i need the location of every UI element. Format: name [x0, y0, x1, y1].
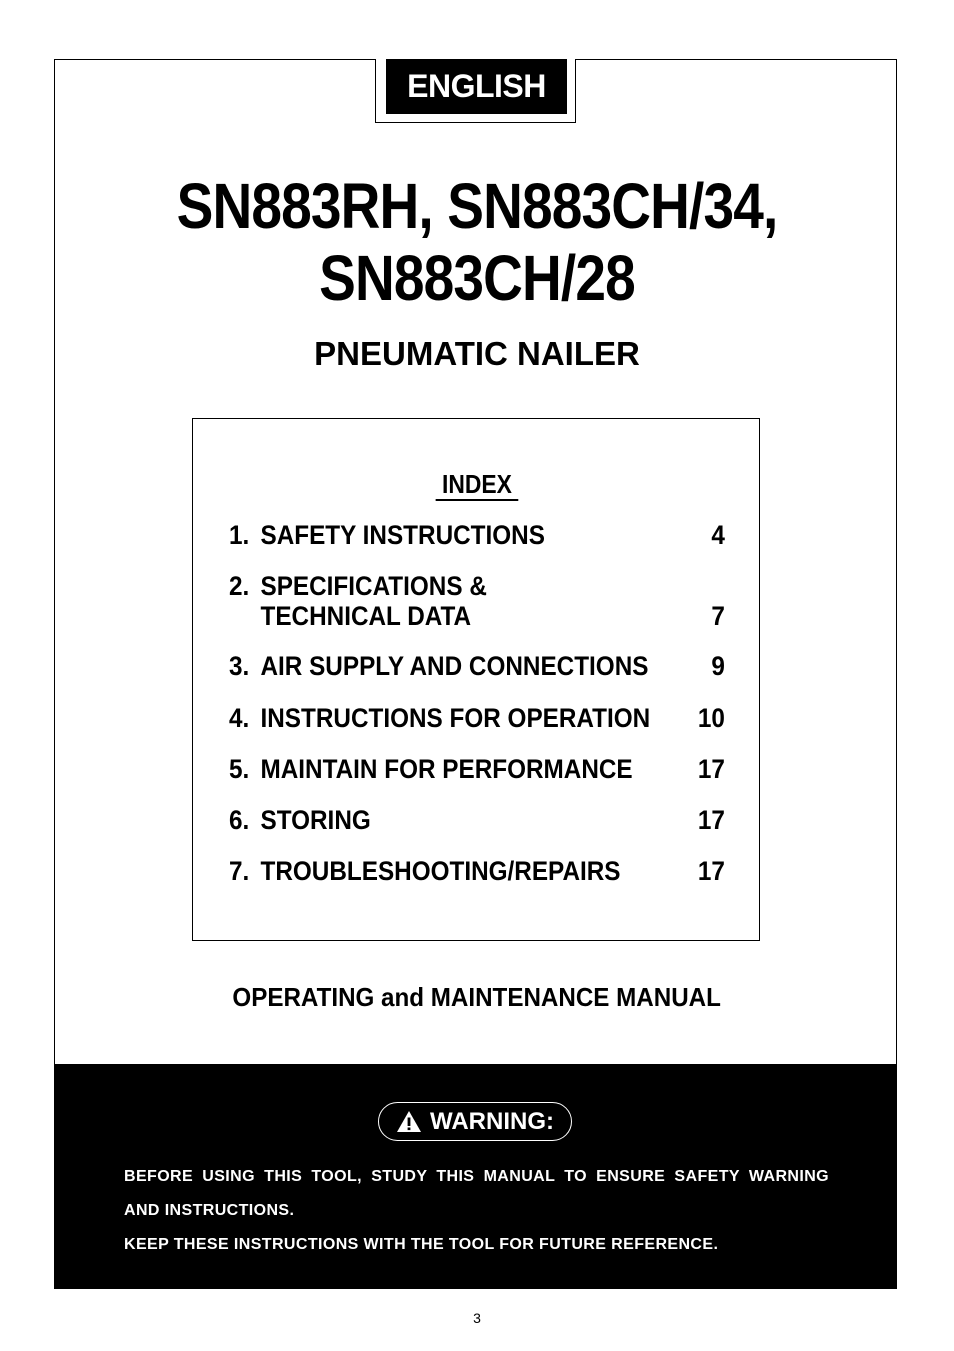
toc-item-storing: [229, 805, 725, 835]
toc-label: SPECIFICATIONS & TECHNICAL DATA: [260, 571, 487, 631]
toc-number: 7.: [229, 856, 250, 886]
warning-line-2: AND INSTRUCTIONS.: [124, 1202, 295, 1219]
language-badge: ENGLISH: [386, 59, 567, 114]
warning-triangle-icon: [396, 1110, 422, 1133]
warning-panel: [54, 1064, 897, 1289]
page-number: 3: [473, 1310, 481, 1326]
toc-page: 17: [697, 856, 725, 886]
toc-label: INSTRUCTIONS FOR OPERATION: [260, 703, 651, 733]
toc-item-air-supply: [229, 651, 725, 681]
toc-page: 7: [711, 601, 725, 631]
toc-number: 6.: [229, 805, 250, 835]
toc-page: 9: [711, 651, 725, 681]
model-title-line-1: SN883RH, SN883CH/34,: [176, 170, 778, 242]
toc-page: 17: [697, 805, 725, 835]
toc-item-specifications: [229, 571, 725, 631]
toc-number: 5.: [229, 754, 250, 784]
warning-line-1: BEFORE USING THIS TOOL, STUDY THIS MANUAL TO ENSURE SAFETY WARNING: [124, 1168, 829, 1185]
toc-label: STORING: [260, 805, 371, 835]
model-title: [67, 170, 887, 314]
index-heading: [0, 468, 954, 500]
index-heading-text: INDEX: [435, 469, 519, 499]
toc-item-operation: [229, 703, 725, 733]
toc-number: 3.: [229, 651, 250, 681]
language-tab: [375, 59, 576, 123]
toc-number: 1.: [229, 520, 250, 550]
toc-item-maintain: [229, 754, 725, 784]
warning-text: [124, 1160, 829, 1262]
toc-number: 4.: [229, 703, 250, 733]
toc-page: 17: [697, 754, 725, 784]
toc-label: AIR SUPPLY AND CONNECTIONS: [260, 651, 649, 681]
toc-item-troubleshooting: [229, 856, 725, 886]
manual-title-text: OPERATING and MAINTENANCE MANUAL: [232, 982, 722, 1012]
toc-number: 2.: [229, 571, 250, 601]
warning-line-3: KEEP THESE INSTRUCTIONS WITH THE TOOL FOR FUTURE REFERENCE.: [124, 1236, 719, 1253]
toc-page: 10: [697, 703, 725, 733]
toc-label: TROUBLESHOOTING/REPAIRS: [260, 856, 621, 886]
model-title-line-2: SN883CH/28: [319, 242, 635, 314]
toc-item-safety: [229, 520, 725, 550]
toc-page: 4: [711, 520, 725, 550]
warning-label: WARNING:: [430, 1107, 554, 1135]
toc-label: MAINTAIN FOR PERFORMANCE: [260, 754, 633, 784]
toc-label: SAFETY INSTRUCTIONS: [260, 520, 545, 550]
manual-title: [0, 981, 954, 1013]
product-title: PNEUMATIC NAILER: [314, 335, 640, 372]
warning-badge: [378, 1102, 572, 1141]
